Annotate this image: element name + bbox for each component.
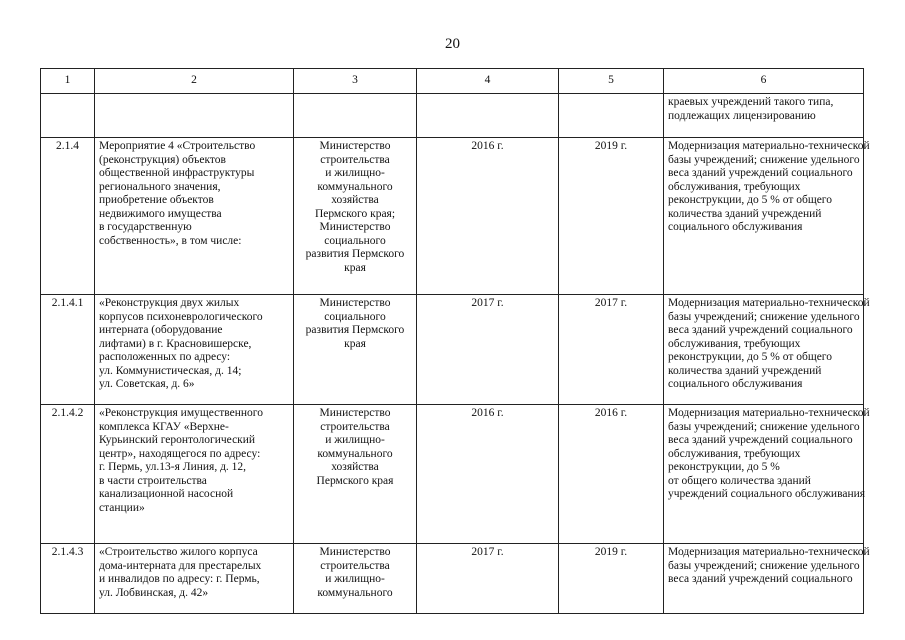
expected-result-line: реконструкции, до 5 % от общего — [668, 351, 832, 363]
executor-cell — [294, 94, 417, 138]
activity-name-line: корпусов психоневрологического — [99, 310, 263, 323]
expected-result-line: обслуживания, требующих — [668, 447, 801, 460]
executor-line: развития Пермского — [305, 248, 405, 260]
executor-line: Министерство — [319, 221, 391, 233]
activity-name-line: станции» — [99, 501, 145, 514]
table-row — [41, 544, 864, 614]
activity-name-line: в части строительства — [99, 474, 207, 487]
expected-result-line: учреждений социального обслуживания — [668, 488, 866, 500]
expected-result-line: веса зданий учреждений социального — [668, 573, 853, 585]
column-header: 1 — [41, 69, 95, 94]
expected-result-cell — [664, 295, 870, 405]
expected-result-line: базы учреждений; снижение удельного — [668, 420, 860, 433]
end-year: 2016 г. — [594, 407, 628, 419]
executor-line: строительства — [320, 420, 390, 433]
column-header: 6 — [664, 69, 864, 94]
activity-name-cell — [95, 94, 294, 138]
row-code: 2.1.4 — [56, 140, 79, 152]
activity-name-cell — [95, 295, 294, 405]
expected-result-line: обслуживания, требующих — [668, 180, 801, 193]
expected-result-cell — [664, 138, 870, 295]
executor-line: строительства — [320, 153, 390, 166]
page-number: 20 — [445, 36, 460, 52]
end-year: 2019 г. — [594, 546, 628, 558]
expected-result-line: Модернизация материально-технической — [668, 297, 870, 309]
expected-result-line: краевых учреждений такого типа, — [668, 96, 834, 108]
row-code-cell — [41, 544, 95, 614]
expected-result-line: обслуживания, требующих — [668, 337, 801, 350]
expected-result-line: веса зданий учреждений социального — [668, 324, 853, 336]
column-header: 4 — [417, 69, 559, 94]
activity-name-line: комплекса КГАУ «Верхне- — [99, 420, 229, 433]
activity-name-line: Мероприятие 4 «Строительство — [99, 140, 256, 152]
activity-name-line: собственность», в том числе: — [99, 234, 242, 247]
executor-line: развития Пермского — [305, 324, 405, 336]
executor-line: и жилищно- — [325, 167, 385, 179]
activity-name-line: центр», находящегося по адресу: — [99, 447, 261, 460]
activity-name-line: ул. Коммунистическая, д. 14; — [99, 364, 242, 377]
start-year: 2016 г. — [471, 407, 504, 419]
expected-result-line: от общего количества зданий — [668, 474, 811, 487]
expected-result-line: Модернизация материально-технической — [668, 407, 870, 419]
row-code: 2.1.4.2 — [51, 407, 84, 419]
expected-result-line: Модернизация материально-технической — [668, 140, 870, 152]
activity-name-line: общественной инфраструктуры — [99, 167, 255, 179]
executor-line: и жилищно- — [325, 573, 385, 585]
executor-line: строительства — [320, 559, 390, 572]
row-code-cell — [41, 295, 95, 405]
row-code-cell — [41, 138, 95, 295]
executor-line: Министерство — [319, 546, 391, 558]
expected-result-cell — [664, 544, 870, 614]
activity-name-line: «Строительство жилого корпуса — [99, 546, 258, 558]
executor-cell — [294, 544, 417, 614]
activity-name-cell — [95, 544, 294, 614]
executor-line: хозяйства — [331, 461, 379, 473]
executor-line: коммунального — [317, 586, 393, 599]
activity-name-line: и инвалидов по адресу: г. Пермь, — [99, 573, 260, 585]
activity-name-cell — [95, 405, 294, 544]
expected-result-line: количества зданий учреждений — [668, 364, 822, 377]
row-code-cell — [41, 94, 95, 138]
activity-name-line: приобретение объектов — [99, 194, 214, 206]
expected-result-line: веса зданий учреждений социального — [668, 167, 853, 179]
start-year-cell — [417, 405, 559, 544]
table-row — [41, 405, 864, 544]
activity-name-line: «Реконструкция двух жилых — [99, 297, 240, 309]
expected-result-cell — [664, 405, 870, 544]
activity-name-line: г. Пермь, ул.13-я Линия, д. 12, — [99, 461, 247, 473]
expected-result-cell — [664, 94, 864, 138]
executor-line: коммунального — [317, 447, 393, 460]
end-year-cell — [559, 94, 664, 138]
activity-name-cell — [95, 138, 294, 295]
executor-cell — [294, 295, 417, 405]
expected-result-line: количества зданий учреждений — [668, 207, 822, 220]
executor-line: коммунального — [317, 180, 393, 193]
executor-cell — [294, 405, 417, 544]
expected-result-line: Модернизация материально-технической — [668, 546, 870, 558]
activity-name-line: интерната (оборудование — [99, 324, 223, 336]
expected-result-line: социального обслуживания — [668, 378, 803, 390]
row-code: 2.1.4.1 — [51, 297, 84, 309]
executor-line: Министерство — [319, 140, 391, 152]
executor-line: социального — [324, 310, 386, 323]
activity-name-line: недвижимого имущества — [99, 207, 222, 220]
activity-name-line: ул. Советская, д. 6» — [99, 378, 195, 390]
executor-line: Пермского края; — [314, 207, 396, 220]
expected-result-line: реконструкции, до 5 % — [668, 461, 780, 473]
start-year-cell — [417, 94, 559, 138]
executor-line: Министерство — [319, 297, 391, 309]
table-row — [41, 94, 864, 138]
activity-name-line: дома-интерната для престарелых — [99, 559, 262, 572]
column-header: 3 — [294, 69, 417, 94]
activity-name-line: лифтами) в г. Красновишерске, — [99, 337, 252, 350]
activity-name-line: в государственную — [99, 221, 192, 233]
start-year-cell — [417, 295, 559, 405]
end-year-cell — [559, 405, 664, 544]
executor-line: Министерство — [319, 407, 391, 419]
row-code: 2.1.4.3 — [51, 546, 84, 558]
executor-cell — [294, 138, 417, 295]
expected-result-line: реконструкции, до 5 % от общего — [668, 194, 832, 206]
end-year: 2019 г. — [594, 140, 628, 152]
expected-result-line: веса зданий учреждений социального — [668, 434, 853, 446]
header-row — [41, 69, 864, 94]
activity-name-line: расположенных по адресу: — [99, 351, 231, 363]
activity-name-line: «Реконструкция имущественного — [99, 407, 263, 419]
end-year-cell — [559, 544, 664, 614]
executor-line: Пермского края — [316, 474, 394, 487]
executor-line: социального — [324, 234, 386, 247]
expected-result-line: подлежащих лицензированию — [668, 109, 816, 122]
column-header: 5 — [559, 69, 664, 94]
activity-name-line: канализационной насосной — [99, 488, 234, 500]
end-year: 2017 г. — [594, 297, 628, 309]
program-table — [40, 68, 870, 614]
expected-result-line: базы учреждений; снижение удельного — [668, 559, 860, 572]
end-year-cell — [559, 138, 664, 295]
executor-line: и жилищно- — [325, 434, 385, 446]
start-year-cell — [417, 544, 559, 614]
activity-name-line: ул. Лобвинская, д. 42» — [99, 586, 209, 599]
executor-line: края — [344, 261, 366, 274]
expected-result-line: социального обслуживания — [668, 221, 803, 233]
activity-name-line: Курьинский геронтологический — [99, 434, 256, 446]
executor-line: хозяйства — [331, 194, 379, 206]
activity-name-line: регионального значения, — [99, 180, 221, 193]
end-year-cell — [559, 295, 664, 405]
executor-line: края — [344, 337, 366, 350]
activity-name-line: (реконструкция) объектов — [99, 153, 226, 166]
start-year: 2017 г. — [471, 297, 504, 309]
table-row — [41, 138, 864, 295]
expected-result-line: базы учреждений; снижение удельного — [668, 153, 860, 166]
expected-result-line: базы учреждений; снижение удельного — [668, 310, 860, 323]
start-year: 2017 г. — [471, 546, 504, 558]
column-header: 2 — [95, 69, 294, 94]
start-year: 2016 г. — [471, 140, 504, 152]
row-code-cell — [41, 405, 95, 544]
table-row — [41, 295, 864, 405]
start-year-cell — [417, 138, 559, 295]
